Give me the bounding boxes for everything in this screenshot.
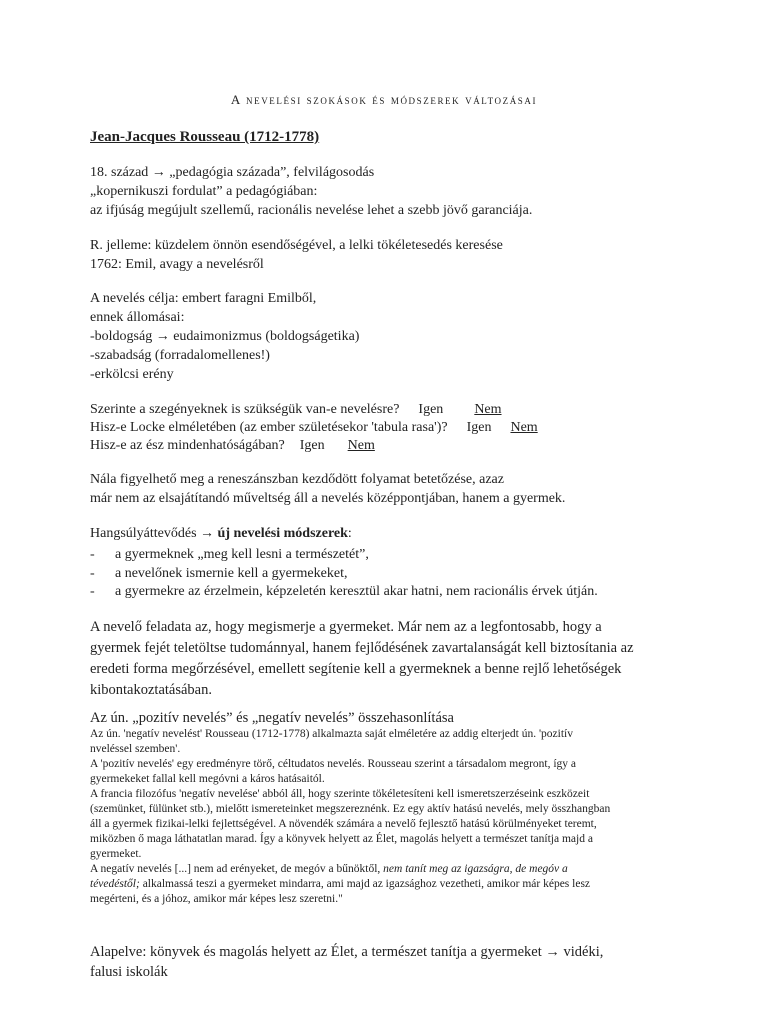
text-line: falusi iskolák — [90, 964, 168, 980]
dash-bullet: - — [90, 584, 95, 599]
question-text: Szerinte a szegényeknek is szükségük van-e nevelésre? — [90, 402, 400, 417]
text-line: ennek állomásai: — [90, 310, 185, 325]
methods-heading — [90, 525, 352, 543]
text-line: -boldogság → eudaimonizmus (boldogságetika) — [90, 329, 360, 344]
list-item — [90, 546, 95, 564]
text-line: 1762: Emil, avagy a nevelésről — [90, 257, 264, 272]
text-line: gyermek fejét teletöltse tudománnyal, hanem fejlődésének zavartalanságát kell biztosítania az — [90, 640, 634, 656]
small-text-line: áll a gyermek fizikai-lelki fejlettségével. A növendék számára a nevelő fejlesztő hatású körülményeket teremt, — [90, 818, 597, 830]
list-item — [90, 583, 95, 601]
question-line — [90, 419, 538, 437]
text-line: A nevelés célja: embert faragni Emilből, — [90, 291, 317, 306]
answer-yes: Igen — [299, 438, 325, 453]
answer-no-selected: Nem — [510, 420, 538, 435]
answer-no-selected: Nem — [474, 402, 502, 417]
dash-bullet: - — [90, 566, 95, 581]
question-line — [90, 401, 502, 419]
small-text-italic: nem tanít meg az igazságra, de megóv a — [383, 863, 568, 875]
question-line — [90, 437, 375, 455]
text-line: R. jelleme: küzdelem önnön esendőségével, a lelki tökéletesedés keresése — [90, 238, 503, 253]
small-text-line: megérteni, és a jóhoz, amikor már képes lesz szeretni." — [90, 893, 343, 905]
small-text-italic: tévedéstől; — [90, 878, 140, 890]
small-text-line: nveléssel szemben'. — [90, 743, 181, 755]
small-text-line: Az ún. 'negatív nevelést' Rousseau (1712-1778) alkalmazta saját elméletére az addig elterjedt ún. 'pozitív — [90, 728, 573, 740]
methods-intro: Hangsúlyáttevődés → — [90, 526, 218, 541]
text-line: A nevelő feladata az, hogy megismerje a gyermeket. Már nem az a legfontosabb, hogy a — [90, 619, 602, 635]
answer-yes: Igen — [466, 420, 492, 435]
small-text-line — [90, 877, 590, 892]
text-line: az ifjúság megújult szellemű, racionális nevelése lehet a szebb jövő garanciája. — [90, 203, 533, 218]
comparison-title: Az ún. „pozitív nevelés” és „negatív nevelés” összehasonlítása — [90, 710, 454, 726]
document-title: A nevelési szokások és módszerek változásai — [230, 92, 538, 107]
answer-no-selected: Nem — [347, 438, 375, 453]
text-line: -szabadság (forradalomellenes!) — [90, 348, 270, 363]
small-text-line: A 'pozitív nevelés' egy eredményre törő, céltudatos nevelés. Rousseau szerint a társadalom megront, így a — [90, 758, 577, 770]
small-text-line: gyermekeket fallal kell megóvni a káros hatásaitól. — [90, 773, 325, 785]
small-text-line: miközben ő maga láthatatlan marad. Így a könyvek helyett az Élet, magolás helyett a természet tanítja majd a — [90, 833, 593, 845]
question-text: Hisz-e az ész mindenhatóságában? — [90, 438, 285, 453]
small-text-line — [90, 862, 568, 877]
text-line: -erkölcsi erény — [90, 367, 174, 382]
text-line: eredeti forma megőrzésével, emellett segítenie kell a gyermeknek a benne rejlő lehetőségek — [90, 661, 622, 677]
text-line: Nála figyelhető meg a reneszánszban kezdődött folyamat betetőzése, azaz — [90, 472, 504, 487]
text-line: „kopernikuszi fordulat” a pedagógiában: — [90, 184, 318, 199]
answer-yes: Igen — [418, 402, 444, 417]
list-item-text: a gyermeknek „meg kell lesni a természetét”, — [115, 547, 369, 562]
text-line: 18. század → „pedagógia százada”, felvilágosodás — [90, 165, 375, 180]
methods-bold: új nevelési módszerek — [217, 526, 348, 541]
small-text-line: A francia filozófus 'negatív nevelése' abból áll, hogy szerinte tökéletesíteni kell ismeretszerzéseink eszközeit — [90, 788, 590, 800]
list-item — [90, 565, 95, 583]
small-text-part: A negatív nevelés [...] nem ad erényeket, de megóv a bűnöktől, — [90, 863, 384, 875]
dash-bullet: - — [90, 547, 95, 562]
text-line: Alapelve: könyvek és magolás helyett az Élet, a természet tanítja a gyermeket → vidéki, — [90, 944, 604, 960]
section-heading: Jean-Jacques Rousseau (1712-1778) — [90, 129, 320, 145]
list-item-text: a gyermekre az érzelmein, képzeletén keresztül akar hatni, nem racionális érvek útján. — [115, 584, 598, 599]
small-text-line: gyermeket. — [90, 848, 142, 860]
methods-colon: : — [347, 526, 352, 541]
text-line: kibontakoztatásában. — [90, 682, 212, 698]
list-item-text: a nevelőnek ismernie kell a gyermekeket, — [115, 566, 348, 581]
small-text-line: (szemünket, fülünket stb.), mielőtt ismereteinket megszereznénk. Ez egy aktív hatású nevelés, mely összhangban — [90, 803, 611, 815]
question-text: Hisz-e Locke elméletében (az ember születésekor 'tabula rasa')? — [90, 420, 448, 435]
text-line: már nem az elsajátítandó műveltség áll a nevelés középpontjában, hanem a gyermek. — [90, 491, 566, 506]
small-text-part: alkalmassá teszi a gyermeket mindarra, ami majd az igazsághoz vezetheti, amikor már képes lesz — [139, 878, 591, 890]
